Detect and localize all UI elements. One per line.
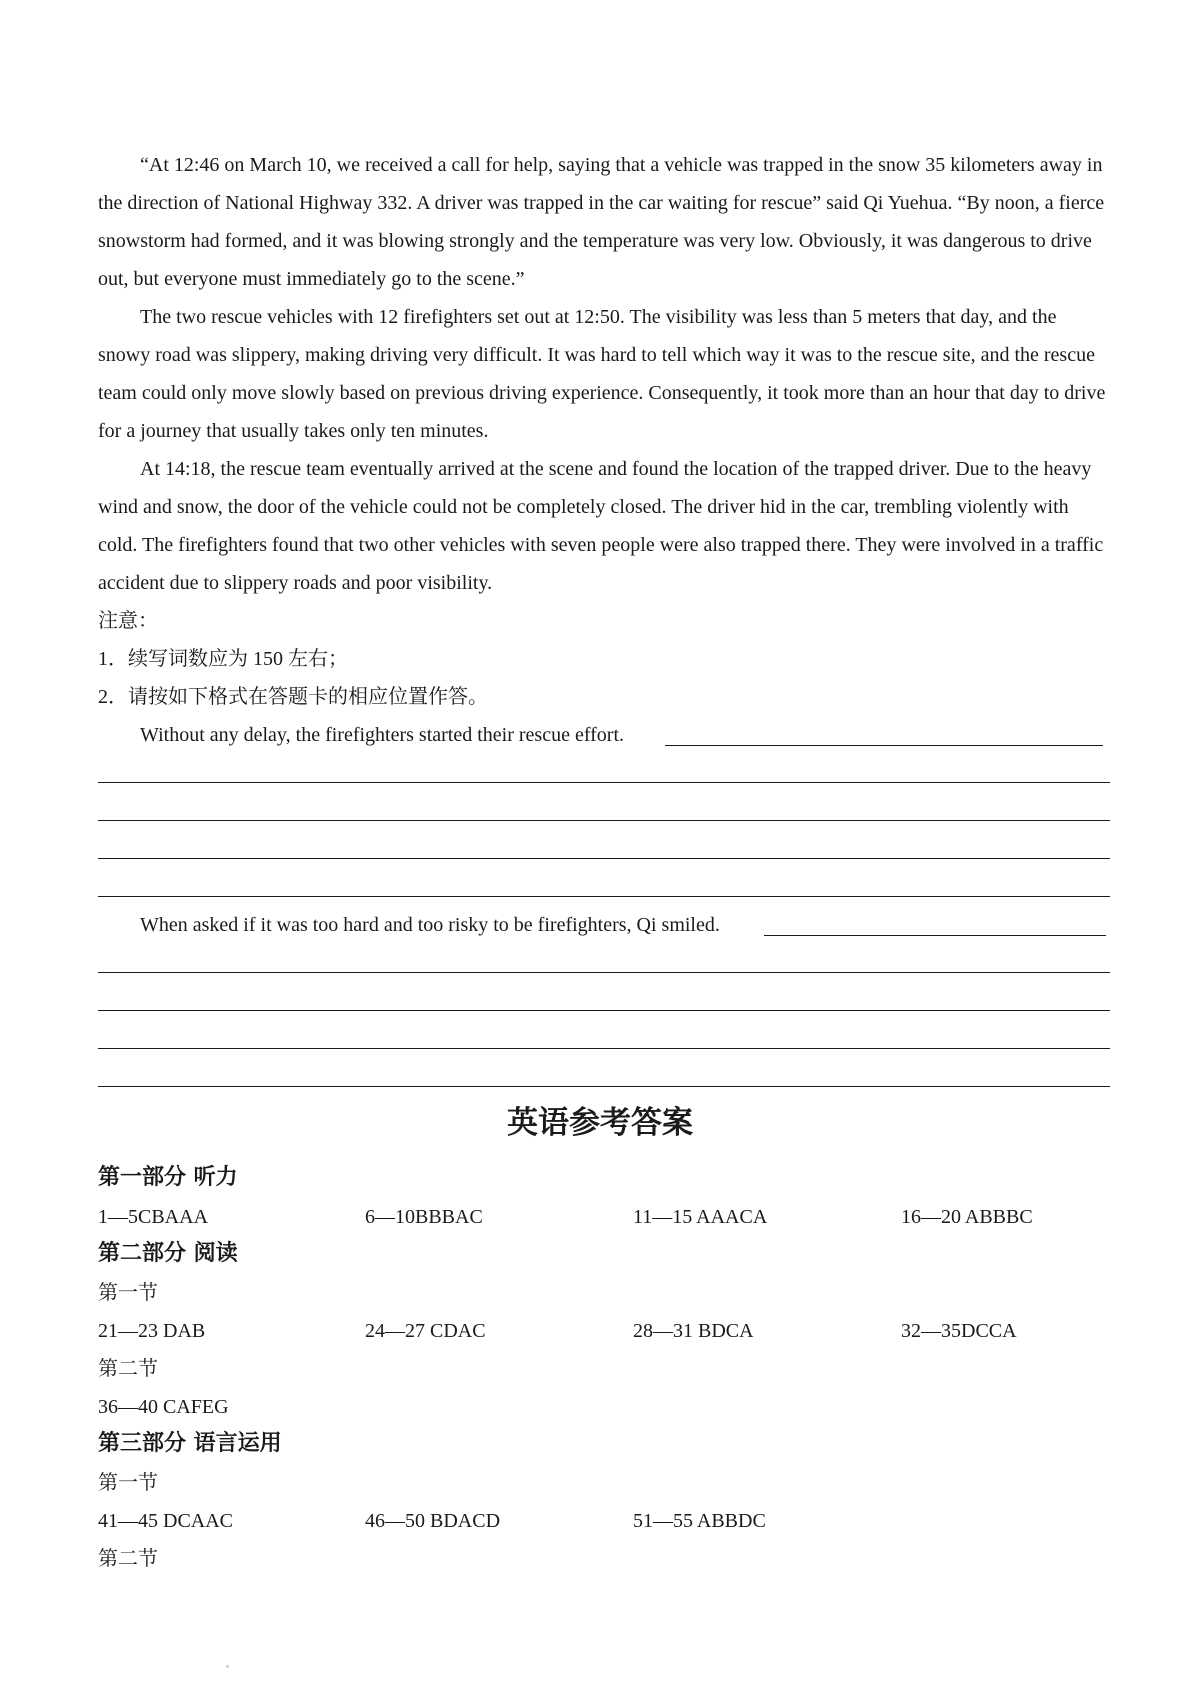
part2-heading: 第二部分 阅读 bbox=[98, 1241, 238, 1266]
continuation-prompt-1: Without any delay, the firefighters started their rescue effort. bbox=[140, 724, 625, 746]
writing-line[interactable] bbox=[98, 1086, 1110, 1087]
writing-line[interactable] bbox=[98, 1048, 1110, 1049]
answer-group: 51—55 ABBDC bbox=[633, 1510, 766, 1532]
writing-line[interactable] bbox=[98, 820, 1110, 821]
writing-line[interactable] bbox=[98, 858, 1110, 859]
notes-label: 注意： bbox=[98, 610, 158, 632]
writing-line[interactable] bbox=[98, 782, 1110, 783]
continuation-prompt-2: When asked if it was too hard and too risky to be firefighters, Qi smiled. bbox=[140, 914, 720, 936]
answer-group: 46—50 BDACD bbox=[365, 1510, 501, 1532]
story-paragraph-2: The two rescue vehicles with 12 firefighters set out at 12:50. The visibility was less than 5 meters that day, and the snowy road was slippery, making driving very difficult. It was hard to tell which way it was to the rescue site, and the rescue team could only move slowly based on previous driving experience. Consequently, it took more than an hour that day to drive for a journey that usually takes only ten minutes. bbox=[98, 306, 1106, 442]
part2-section2-label: 第二节 bbox=[98, 1358, 158, 1380]
note-item-2: 2．请按如下格式在答题卡的相应位置作答。 bbox=[98, 686, 488, 708]
answer-group: 11—15 AAACA bbox=[633, 1206, 768, 1228]
writing-line[interactable] bbox=[98, 972, 1110, 973]
story-paragraph-1: “At 12:46 on March 10, we received a call for help, saying that a vehicle was trapped in the snow 35 kilometers away in the direction of National Highway 332. A driver was trapped in the car waiting for rescue” said Qi Yuehua. “By noon, a fierce snowstorm had formed, and it was blowing strongly and the temperature was very low. Obviously, it was dangerous to drive out, but everyone must immediately go to the scene.” bbox=[98, 154, 1105, 290]
part3-section1-label: 第一节 bbox=[98, 1472, 158, 1494]
answer-group: 24—27 CDAC bbox=[365, 1320, 486, 1342]
answer-group: 6—10BBBAC bbox=[365, 1206, 483, 1228]
answer-group: 16—20 ABBBC bbox=[901, 1206, 1033, 1228]
writing-line[interactable] bbox=[98, 896, 1110, 897]
part3-section2-label: 第二节 bbox=[98, 1548, 158, 1570]
writing-blank[interactable] bbox=[665, 745, 1103, 746]
part2-section1-label: 第一节 bbox=[98, 1282, 158, 1304]
note-item-1: 1．续写词数应为 150 左右； bbox=[98, 648, 348, 670]
page-speck bbox=[226, 1665, 229, 1668]
part3-heading: 第三部分 语言运用 bbox=[98, 1431, 282, 1456]
writing-blank[interactable] bbox=[764, 935, 1106, 936]
answer-group: 21—23 DAB bbox=[98, 1320, 206, 1342]
story-paragraph-3: At 14:18, the rescue team eventually arrived at the scene and found the location of the trapped driver. Due to the heavy wind and snow, the door of the vehicle could not be completely closed. The driver hid in the car, trembling violently with cold. The firefighters found that two other vehicles with seven people were also trapped there. They were involved in a traffic accident due to slippery roads and poor visibility. bbox=[98, 458, 1104, 594]
answer-group: 41—45 DCAAC bbox=[98, 1510, 234, 1532]
writing-line[interactable] bbox=[98, 1010, 1110, 1011]
answer-group: 36—40 CAFEG bbox=[98, 1396, 229, 1418]
answer-group: 32—35DCCA bbox=[901, 1320, 1017, 1342]
part1-heading: 第一部分 听力 bbox=[98, 1165, 238, 1190]
answer-key-title: 英语参考答案 bbox=[507, 1105, 693, 1141]
answer-group: 28—31 BDCA bbox=[633, 1320, 754, 1342]
answer-group: 1—5CBAAA bbox=[98, 1206, 209, 1228]
